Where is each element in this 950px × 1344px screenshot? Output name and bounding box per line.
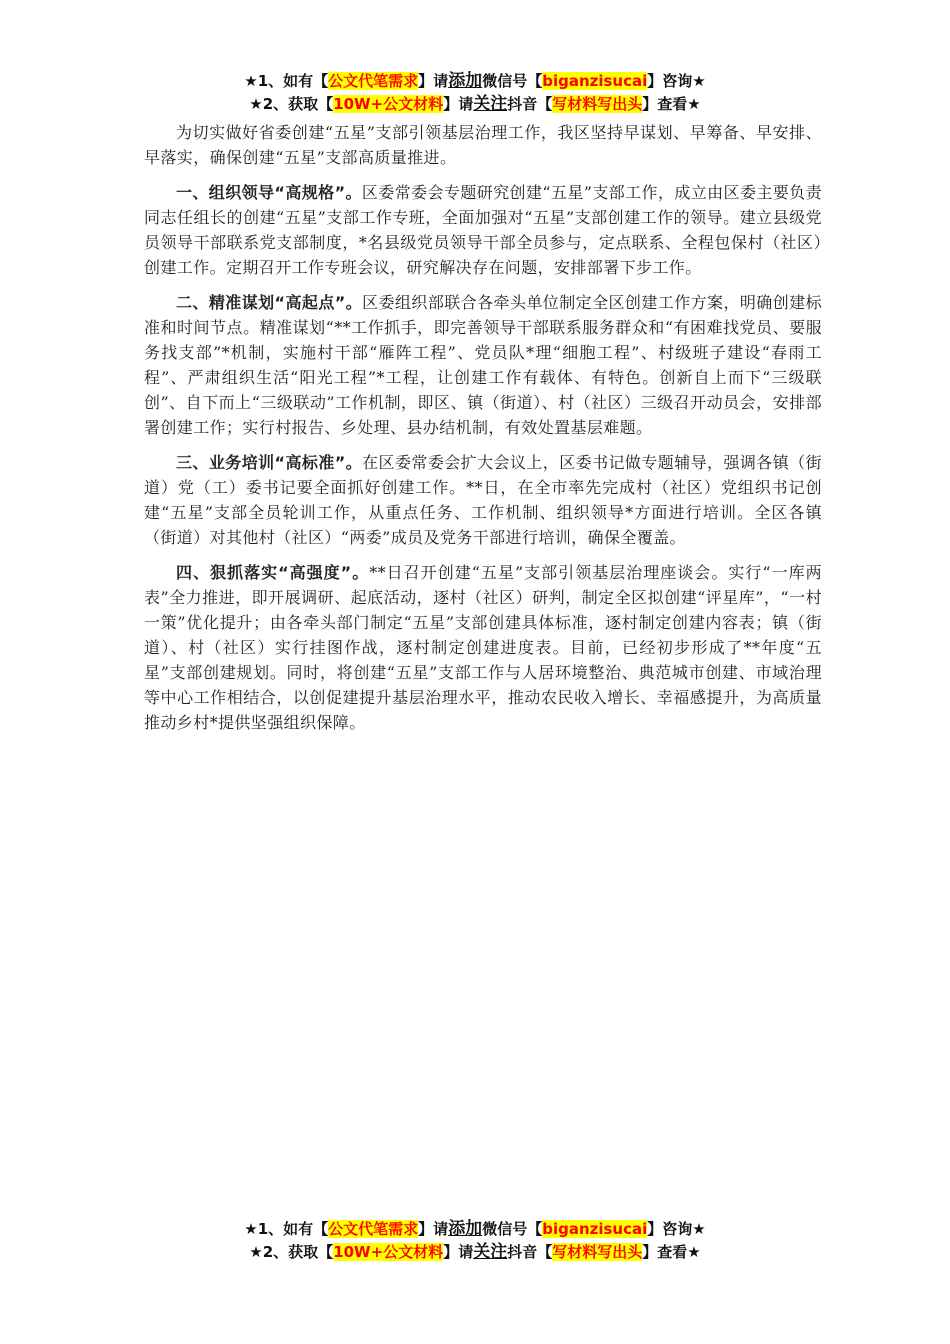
section-paragraph xyxy=(144,290,822,440)
banner-line-2 xyxy=(0,93,950,116)
section-heading: 四、狠抓落实“高强度”。 xyxy=(176,563,370,582)
banner-underline: 关注 xyxy=(473,94,508,114)
section-body: **日召开创建“五星”支部引领基层治理座谈会。实行“一库两表”全力推进，即开展调研、起底活动，逐村（社区）研判，制定全区拟创建“评星库”，“一村一策”优化提升；由各牵头部门制定“五星”支部创建具体标准，逐村制定创建内容表；镇（街道）、村（社区）实行挂图作战，逐村制定创建进度表。目前，已经初步形成了**年度“五星”支部创建规划。同时，将创建“五星”支部工作与人居环境整治、典范城市创建、市域治理等中心工作相结合，以创促建提升基层治理水平，推动农民收入增长、幸福感提升，为高质量推动乡村*提供坚强组织保障。 xyxy=(144,563,823,732)
banner-text: 微信号【 xyxy=(482,72,543,90)
banner-text: 】查看★ xyxy=(642,95,701,113)
section-heading: 二、精准谋划“高起点”。 xyxy=(176,293,363,312)
banner-underline: 关注 xyxy=(473,1242,508,1262)
banner-text: ★1、如有【 xyxy=(244,72,329,90)
banner-highlight: 公文代笔需求 xyxy=(328,72,419,90)
banner-wechat-id: biganzisucai xyxy=(542,1220,648,1238)
section-heading: 一、组织领导“高规格”。 xyxy=(176,183,362,202)
header-banner xyxy=(0,70,950,116)
banner-wechat-id: biganzisucai xyxy=(542,72,648,90)
banner-line-1 xyxy=(0,70,950,93)
section-paragraph xyxy=(144,180,822,280)
banner-text: 】请 xyxy=(443,1243,474,1261)
banner-underline: 添加 xyxy=(448,1219,483,1239)
intro-paragraph: 为切实做好省委创建“五星”支部引领基层治理工作，我区坚持早谋划、早筹备、早安排、早落实，确保创建“五星”支部高质量推进。 xyxy=(144,123,822,167)
banner-text: ★2、获取【 xyxy=(249,1243,334,1261)
section-heading: 三、业务培训“高标准”。 xyxy=(176,453,363,472)
section-body: 在区委常委会扩大会议上，区委书记做专题辅导，强调各镇（街道）党（工）委书记要全面抓好创建工作。**日，在全市率先完成村（社区）党组织书记创建“五星”支部全员轮训工作，从重点任务、工作机制、组织领导*方面进行培训。全区各镇（街道）对其他村（社区）“两委”成员及党务干部进行培训，确保全覆盖。 xyxy=(144,453,822,547)
section-paragraph xyxy=(144,560,822,735)
banner-line-1 xyxy=(0,1218,950,1241)
section-paragraph xyxy=(144,450,822,550)
banner-text: 抖音【 xyxy=(507,95,553,113)
banner-text: ★2、获取【 xyxy=(249,95,334,113)
banner-douyin-id: 写材料写出头 xyxy=(552,95,643,113)
document-body xyxy=(144,120,822,745)
banner-text: 】咨询★ xyxy=(647,1220,706,1238)
section-body: 区委常委会专题研究创建“五星”支部工作，成立由区委主要负责同志任组长的创建“五星”支部工作专班，全面加强对“五星”支部创建工作的领导。建立县级党员领导干部联系党支部制度，*名县级党员领导干部全员参与，定点联系、全程包保村（社区）创建工作。定期召开工作专班会议，研究解决存在问题，安排部署下步工作。 xyxy=(144,183,822,277)
banner-text: 微信号【 xyxy=(482,1220,543,1238)
banner-text: 】请 xyxy=(443,95,474,113)
footer-banner xyxy=(0,1218,950,1264)
banner-text: 】查看★ xyxy=(642,1243,701,1261)
banner-douyin-id: 写材料写出头 xyxy=(552,1243,643,1261)
banner-text: 】请 xyxy=(418,1220,449,1238)
banner-text: 】请 xyxy=(418,72,449,90)
banner-highlight: 10W+公文材料 xyxy=(333,1243,444,1261)
banner-text: 】咨询★ xyxy=(647,72,706,90)
banner-text: ★1、如有【 xyxy=(244,1220,329,1238)
banner-line-2 xyxy=(0,1241,950,1264)
banner-highlight: 公文代笔需求 xyxy=(328,1220,419,1238)
banner-underline: 添加 xyxy=(448,71,483,91)
banner-text: 抖音【 xyxy=(507,1243,553,1261)
banner-highlight: 10W+公文材料 xyxy=(333,95,444,113)
section-body: 区委组织部联合各牵头单位制定全区创建工作方案，明确创建标准和时间节点。精准谋划“**工作抓手，即完善领导干部联系服务群众和“有困难找党员、要服务找支部”*机制，实施村干部“雁阵工程”、党员队*理“细胞工程”、村级班子建设“春雨工程”、严肃组织生活“阳光工程”*工程，让创建工作有载体、有特色。创新自上而下“三级联创”、自下而上“三级联动”工作机制，即区、镇（街道）、村（社区）三级召开动员会，安排部署创建工作；实行村报告、乡处理、县办结机制，有效处置基层难题。 xyxy=(144,293,822,437)
